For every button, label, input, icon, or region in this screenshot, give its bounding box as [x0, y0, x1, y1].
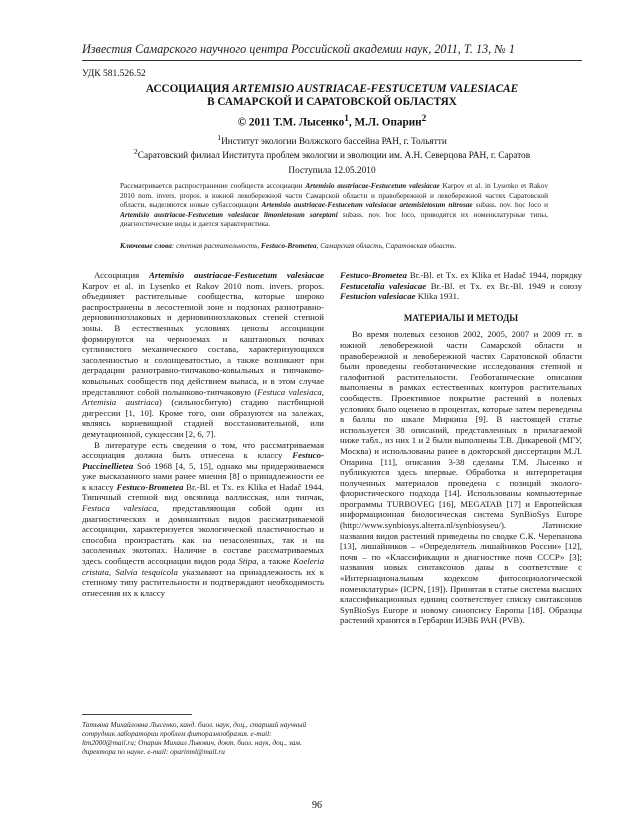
- text: указывают на принадлежность их к степному типу растительности и подтверждают необходимость отнесения их к классу: [82, 566, 325, 598]
- affiliation-2: [82, 147, 582, 161]
- affiliation-1-sup: 1: [217, 133, 222, 142]
- text: , а также: [256, 556, 294, 567]
- keywords-label: Ключевые слова: [120, 241, 172, 250]
- authors-copyright: © 2011 Т.М. Лысенко: [237, 116, 345, 129]
- abstract-text-4: subass. nov. hoc loco, приводятся их номенклатурные типы, диагностические виды и дается характеристика.: [120, 209, 548, 229]
- text: Soó 1968 [4, 5, 15], однако мы придерживаемся уже высказанного нами ранее мнения [8] о принадлежности ее к классу: [82, 460, 324, 492]
- abstract-assoc-2: Artemisio austriacae-Festucetum valesiacae artemisietosum nitrosae: [261, 200, 473, 210]
- text: Karpov et al. in Lysenko et Rakov 2010 nom. invers. propos. объединяет растительные сообщества, которые широко распространены в лесостепной зоне и подзонах разнотравно-дерновиннозлаковых и дерновиннозлаковых степей степной зоны. В естественных условиях ценозы ассоциации формируются на черноземах и каштановых почвах суглинистого механического состава, характеризующихся засоленностью и солонцеватостью, а также возникают при деградации разнотравно-типчаково-ковыльных и типчаково-ковыльных сообществ под действием выпаса, и в этом случае представляют собой полынково-типчаковую (: [82, 280, 324, 397]
- running-header: Известия Самарского научного центра Российской академии наук, 2011, Т. 13, № 1: [82, 42, 515, 56]
- abstract-assoc-3: Artemisio austriacae-Festucetum valesiacae limonietosum sareptani: [120, 209, 338, 219]
- left-paragraph-1: [82, 270, 324, 440]
- text: Klika 1931.: [415, 291, 460, 302]
- authors: [82, 114, 582, 129]
- taxon: Stipa: [238, 556, 257, 567]
- taxon: Festuca valesiaca, Artemisia austriaca: [82, 386, 324, 408]
- abstract-text-1: Рассматривается распространение сообществ ассоциации: [120, 181, 306, 190]
- text: В литературе есть сведения о том, что рассматриваемая ассоциация должна быть отнесена к классу: [82, 439, 324, 461]
- taxon: Festucetalia valesiacae: [340, 280, 427, 291]
- keywords-text-1: : степная растительность,: [171, 241, 262, 250]
- title-association: ARTEMISIO AUSTRIACAE-FESTUCETUM VALESIACAE: [232, 83, 519, 95]
- text: , представляющая собой один из диагностических и доминантных видов рассматриваемой ассоциации, характеризуется экологической пластичностью и способна произрастать как на незасоленных, так и на засоленных экотопах. Наличие в составе рассматриваемых здесь сообществ ассоциации видов рода: [82, 503, 324, 567]
- keywords-class: Festuco-Brometea: [261, 241, 317, 250]
- header-rule: [82, 60, 582, 61]
- received-date: Поступила 12.05.2010: [288, 166, 376, 176]
- affiliation-1: [82, 133, 582, 147]
- right-paragraph-1: [340, 270, 582, 302]
- abstract-assoc-1: Artemisio austriacae-Festucetum valesiacae: [305, 181, 440, 190]
- taxon: Festuco-Puccinellietea: [82, 450, 324, 471]
- abstract: [120, 181, 548, 229]
- taxon: Artemisio austriacae-Festucetum valesiacae: [148, 270, 324, 280]
- keywords: [120, 241, 548, 250]
- author-sup-2: 2: [421, 114, 427, 124]
- right-column: [340, 270, 582, 626]
- right-paragraph-2: Во время полевых сезонов 2002, 2005, 2007 и 2009 гг. в южной левобережной части Самарской области и правобережной и левобережной частях Саратовской области были проведены геоботанические исследования степной и галофитной растительности. Геоботанические описания выполнены в рамках естественных контуров растительных сообществ. Проективное покрытие растений в полевых условиях было оценено в процентах, которые затем переведены в баллы по шкале Миркина [9]. В настоящей статье используется 38 описаний, представленных в прилагаемой ниже табл., из них 1 и 2 были выполнены Т.В. Дикаревой (МГУ, Москва) и использованы ранее в докторской диссертации М.Л. Опарина [11], описания 3-38 сделаны Т.М. Лысенко и публикуются здесь впервые. Обработка и интерпретация полученных материалов проведена с позиций эколого-флористического подхода [14]. Использованы компьютерные программы TURBOVEG [16], MEGATAB [17] и Европейская информационная биологическая система SynBioSys Europe (http://www.synbiosys.alterra.nl/synbiosyseu/). Латинские названия видов растений приведены по сводке С.К. Черепанова [13], лишайников – «Определитель лишайников России» [12], почв – по «Классификации и диагностике почв СССР» [3]; названия новых синтаксонов даны в соответствие с «Интернациональным кодексом фитосоциологической номенклатуры» (ICPN, [19]). Принятая в статье система высших классификационных единиц соответствует списку синтаксонов SynBioSys Europe и новому синопсису Европы [18]. Образцы растений хранятся в Гербарии ИЭВБ РАН (PVB).: [340, 329, 582, 626]
- text: Br.-Bl. et Tx. ex Klika et Hadač 1944, порядку: [406, 270, 582, 280]
- section-heading-methods: МАТЕРИАЛЫ И МЕТОДЫ: [403, 312, 519, 323]
- affiliation-2-text: Саратовский филиал Института проблем экологии и эволюции им. А.Н. Северцова РАН, г. Саратов: [137, 151, 531, 162]
- title-prefix: АССОЦИАЦИЯ: [145, 83, 230, 95]
- title-line2: В САМАРСКОЙ И САРАТОВСКОЙ ОБЛАСТЯХ: [207, 96, 457, 108]
- affiliation-1-text: Институт экологии Волжского бассейна РАН, г. Тольятти: [221, 137, 447, 148]
- taxon: Koeleria cristata, Salvia tesquicola: [82, 556, 324, 577]
- taxon: Festuco-Brometea: [116, 481, 184, 492]
- affiliation-2-sup: 2: [133, 147, 138, 156]
- abstract-text-3: subass. nov. hoc loco и: [472, 200, 548, 210]
- page-number: 96: [312, 800, 322, 811]
- footnote-rule: [82, 714, 192, 715]
- taxon: Festuca valesiaca: [82, 503, 157, 514]
- text: Br.-Bl. et Tx. ex Br.-Bl. 1949 и союзу: [426, 280, 582, 291]
- left-paragraph-2: [82, 440, 324, 599]
- author-footnote: Татьяна Михайловна Лысенко, канд. биол. наук, доц., старший научный сотрудник лаборатории проблем фиторазнообразия. e-mail: ltm2000@mail.ru; Опарин Михаил Львович, докт. биол. наук, доц., зам. директора по науке. e-mail: oparinml@mail.ru: [82, 720, 307, 756]
- left-column: [82, 270, 324, 598]
- keywords-text-2: , Самарская область, Саратовская область.: [316, 241, 457, 250]
- article-title: [82, 83, 582, 109]
- authors-separator: , М.Л. Опарин: [348, 116, 422, 129]
- text: Ассоциация: [94, 270, 149, 280]
- text: Br.-Bl. et Tx. ex Klika et Hadač 1944. Типичный степной вид овсяница валлисская, или типчак,: [82, 481, 324, 503]
- author-sup-1: 1: [344, 114, 349, 124]
- taxon: Festucion valesiacae: [340, 291, 416, 302]
- taxon: Festuco-Brometea: [340, 270, 407, 280]
- udk-code: УДК 581.526.52: [82, 69, 146, 79]
- text: ) (сильносбитую) стадию пастбищной дигрессии [1, 10]. Кроме того, они образуются на залежах, являясь корневищной стадией восстановительной, или демутационной, сукцессии [2, 6, 7].: [82, 397, 324, 439]
- abstract-text-2: Karpov et al. in Lysenko et Rakov 2010 nom. invers. propos. в южной левобережной части Самарской области и правобережной и левобережной частях Саратовской области, выделяются новые субассоциации: [120, 181, 548, 210]
